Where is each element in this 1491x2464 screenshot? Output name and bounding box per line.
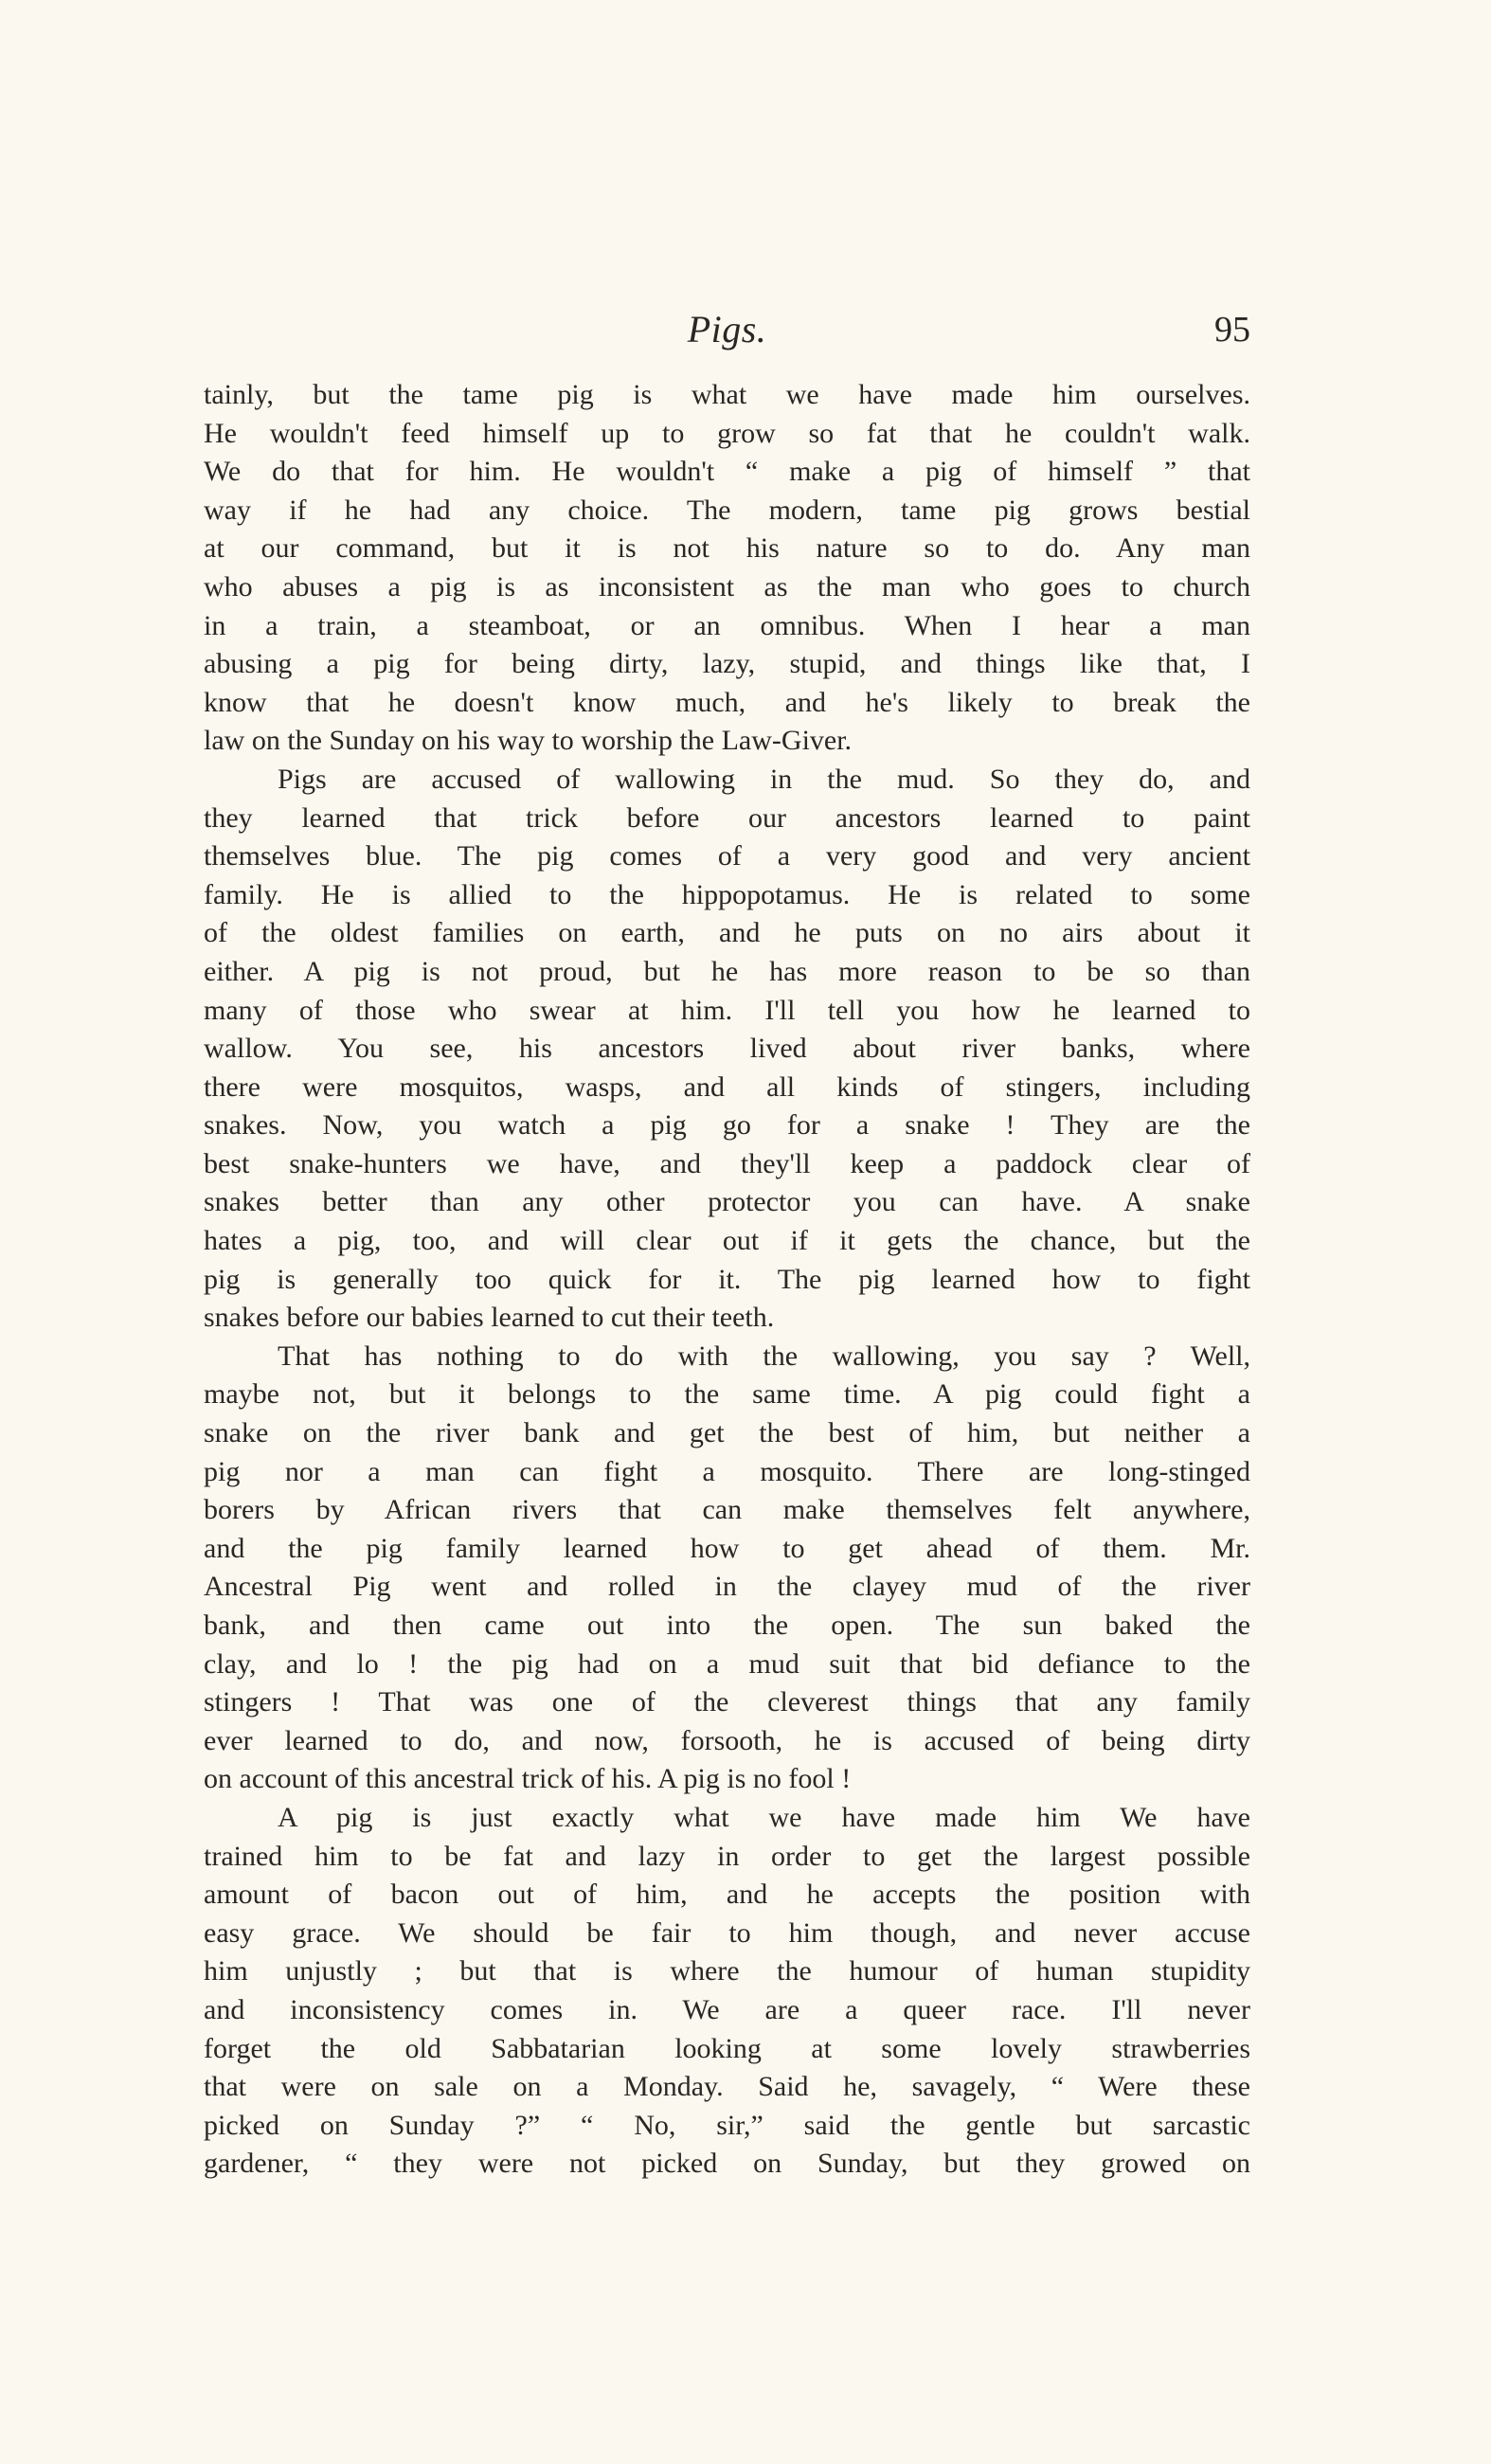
text-line: That has nothing to do with the wallowing, you say ? Well, [278,1340,1250,1372]
text-line: easy grace. We should be fair to him though, and never accuse [204,1916,1250,1949]
text-line: We do that for him. He wouldn't “ make a pig of himself ” that [204,456,1250,488]
text-line: forget the old Sabbatarian looking at some lovely strawberries [204,2032,1250,2064]
text-line: in a train, a steamboat, or an omnibus. When I hear a man [204,609,1250,641]
text-line: that were on sale on a Monday. Said he, savagely, “ Were these [204,2071,1250,2103]
paragraph [204,1338,1250,1799]
text-line: pig is generally too quick for it. The pig learned how to fight [204,1263,1250,1295]
text-line: who abuses a pig is as inconsistent as the man who goes to church [204,570,1250,603]
running-title: Pigs. [687,308,767,351]
text-line: clay, and lo ! the pig had on a mud suit that bid defiance to the [204,1647,1250,1680]
text-line: hates a pig, too, and will clear out if it gets the chance, but the [204,1225,1250,1257]
text-line: family. He is allied to the hippopotamus. He is related to some [204,878,1250,910]
book-page [204,0,1250,2464]
text-line: law on the Sunday on his way to worship the Law-Giver. [204,725,853,757]
text-line: abusing a pig for being dirty, lazy, stupid, and things like that, I [204,648,1250,680]
text-line: wallow. You see, his ancestors lived about river banks, where [204,1033,1250,1065]
running-head [204,301,1250,358]
text-line: Pigs are accused of wallowing in the mud. So they do, and [278,763,1250,795]
text-line: either. A pig is not proud, but he has more reason to be so than [204,955,1250,987]
text-line: snakes before our babies learned to cut their teeth. [204,1302,775,1334]
paragraph [204,761,1250,1338]
text-line: snakes better than any other protector you can have. A snake [204,1186,1250,1218]
text-line: of the oldest families on earth, and he puts on no airs about it [204,917,1250,949]
body-text [204,376,1250,2184]
text-line: amount of bacon out of him, and he accepts the position with [204,1879,1250,1911]
paragraph [204,376,1250,761]
text-line: pig nor a man can fight a mosquito. There are long-stinged [204,1455,1250,1487]
text-line: trained him to be fat and lazy in order to get the largest possible [204,1840,1250,1872]
text-line: gardener, “ they were not picked on Sunday, but they growed on [204,2148,1250,2180]
text-line: him unjustly ; but that is where the humour of human stupidity [204,1955,1250,1987]
text-line: He wouldn't feed himself up to grow so fat that he couldn't walk. [204,417,1250,449]
text-line: many of those who swear at him. I'll tell you how he learned to [204,994,1250,1026]
text-line: on account of this ancestral trick of his. A pig is no fool ! [204,1763,852,1795]
text-line: there were mosquitos, wasps, and all kinds of stingers, including [204,1070,1250,1103]
text-line: maybe not, but it belongs to the same time. A pig could fight a [204,1378,1250,1411]
text-line: know that he doesn't know much, and he's likely to break the [204,686,1250,718]
text-line: A pig is just exactly what we have made him We have [278,1801,1250,1833]
text-line: picked on Sunday ?” “ No, sir,” said the gentle but sarcastic [204,2109,1250,2141]
text-line: at our command, but it is not his nature so to do. Any man [204,532,1250,565]
text-line: and the pig family learned how to get ahead of them. Mr. [204,1532,1250,1564]
text-line: ever learned to do, and now, forsooth, he is accused of being dirty [204,1724,1250,1756]
text-line: themselves blue. The pig comes of a very good and very ancient [204,840,1250,872]
text-line: way if he had any choice. The modern, tame pig grows bestial [204,494,1250,526]
text-line: tainly, but the tame pig is what we have made him ourselves. [204,379,1250,410]
text-line: bank, and then came out into the open. The sun baked the [204,1610,1250,1641]
text-line: they learned that trick before our ancestors learned to paint [204,801,1250,834]
text-line: snakes. Now, you watch a pig go for a snake ! They are the [204,1109,1250,1142]
text-line: stingers ! That was one of the cleverest things that any family [204,1686,1250,1718]
paragraph [204,1799,1250,2184]
text-line: Ancestral Pig went and rolled in the clayey mud of the river [204,1571,1250,1603]
page-number: 95 [1214,310,1250,350]
text-line: snake on the river bank and get the best of him, but neither a [204,1417,1250,1449]
text-line: best snake-hunters we have, and they'll keep a paddock clear of [204,1147,1250,1179]
text-line: borers by African rivers that can make themselves felt anywhere, [204,1494,1250,1526]
text-line: and inconsistency comes in. We are a queer race. I'll never [204,1993,1250,2025]
